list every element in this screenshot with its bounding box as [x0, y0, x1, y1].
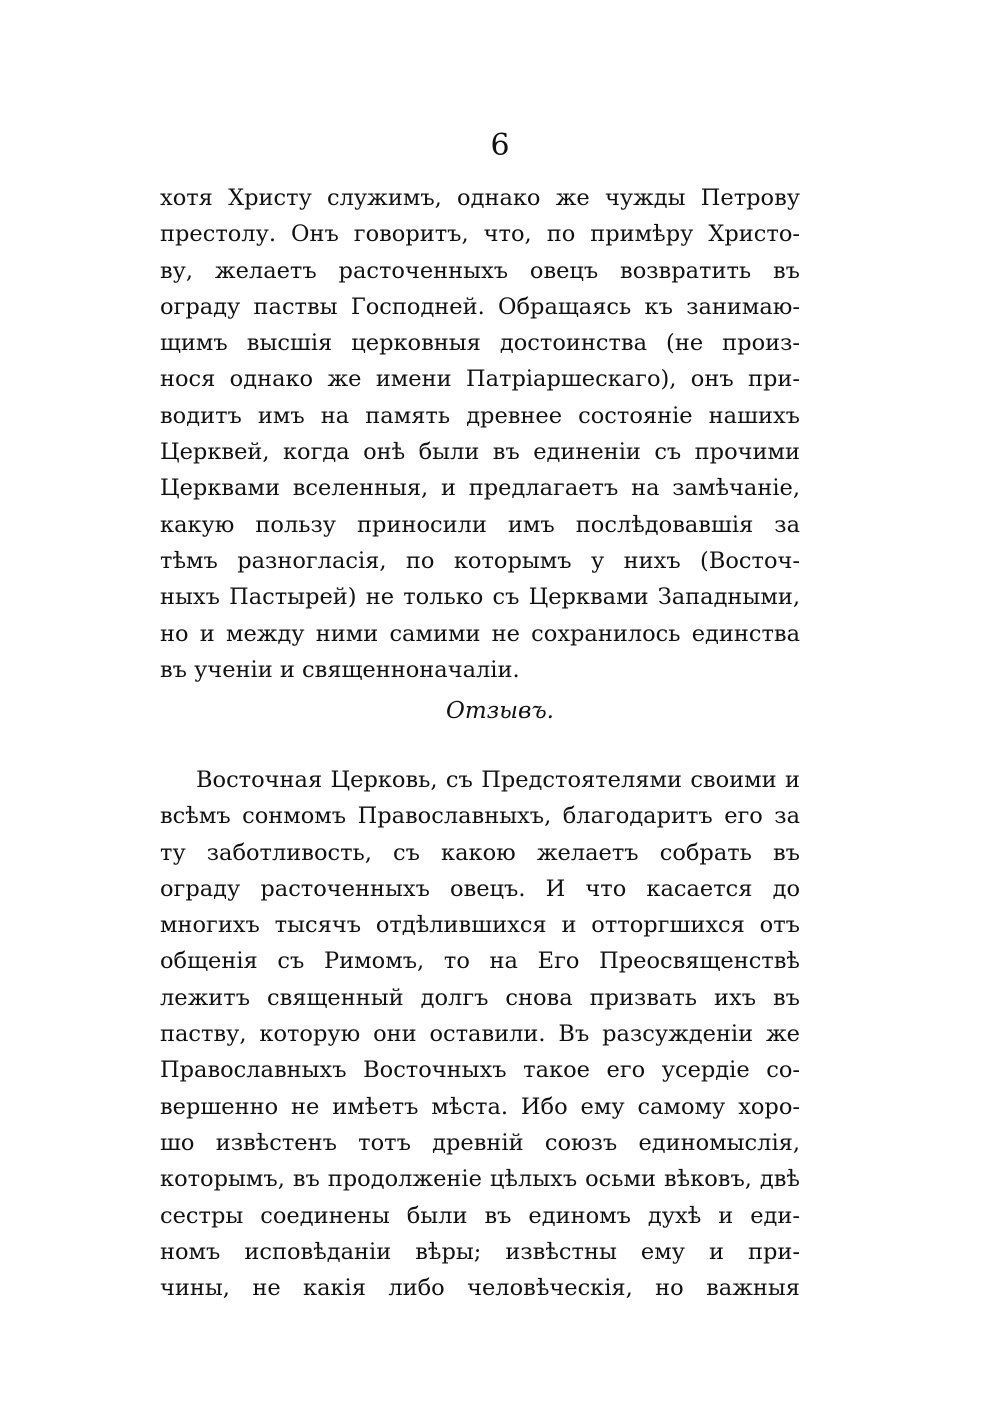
text-line: въ ученіи и священноначаліи. — [160, 656, 520, 683]
text-line: ту заботливость, съ какою желаетъ собрать въ — [160, 839, 800, 866]
text-line: номъ исповѣданіи вѣры; извѣстны ему и при- — [160, 1238, 800, 1265]
text-line: многихъ тысячъ отдѣлившихся и отторгшихся отъ — [160, 912, 800, 939]
paragraph-one — [160, 180, 800, 688]
text-line: ныхъ Пастырей) не только съ Церквами Западными, — [160, 584, 800, 611]
text-line: ограду паствы Господней. Обращаясь къ занимаю- — [160, 293, 800, 320]
section-heading: Отзывъ. — [446, 698, 554, 724]
text-line: но и между ними самими не сохранилось единства — [160, 620, 800, 647]
text-line: щимъ высшія церковныя достоинства (не произ- — [160, 330, 800, 357]
text-line: престолу. Онъ говоритъ, что, по примѣру Христо- — [160, 221, 800, 248]
text-line: Церквей, когда онѣ были въ единеніи съ прочими — [160, 439, 800, 466]
text-line: сестры соединены были въ единомъ духѣ и еди- — [160, 1202, 800, 1229]
text-line: нося однако же имени Патріаршескаго), онъ при- — [160, 366, 800, 393]
text-line: чины, не какія либо человѣческія, но важныя — [160, 1275, 800, 1302]
text-line: лежитъ священный долгъ снова призвать ихъ въ — [160, 984, 800, 1011]
page-number: 6 — [490, 128, 510, 163]
text-line: ограду расточенныхъ овецъ. И что касается до — [160, 875, 800, 902]
text-line: водитъ имъ на память древнее состояніе нашихъ — [160, 402, 800, 429]
text-line: хотя Христу служимъ, однако же чужды Петрову — [160, 185, 800, 211]
text-line: которымъ, въ продолженіе цѣлыхъ осьми вѣковъ, двѣ — [160, 1166, 800, 1193]
text-line: общенія съ Римомъ, то на Его Преосвященствѣ — [160, 948, 800, 975]
text-line: всѣмъ сонмомъ Православныхъ, благодаритъ его за — [160, 803, 800, 830]
text-line: шо извѣстенъ тотъ древній союзъ единомыслія, — [160, 1129, 800, 1156]
text-line: Церквами вселенныя, и предлагаетъ на замѣчаніе, — [160, 475, 800, 502]
text-line: ву, желаетъ расточенныхъ овецъ возвратить въ — [160, 257, 800, 284]
text-line: паству, которую они оставили. Въ разсужденіи же — [160, 1021, 800, 1048]
text-line: Восточная Церковь, съ Предстоятелями своими и — [196, 767, 800, 793]
text-line: вершенно не имѣетъ мѣста. Ибо ему самому хоро- — [160, 1093, 800, 1120]
text-line: Православныхъ Восточныхъ такое его усердіе со- — [160, 1057, 800, 1084]
text-line: какую пользу приносили имъ послѣдовавшія за — [160, 511, 800, 538]
text-line: тѣмъ разногласія, по которымъ у нихъ (Восточ- — [160, 547, 800, 574]
paragraph-two — [160, 762, 800, 1306]
